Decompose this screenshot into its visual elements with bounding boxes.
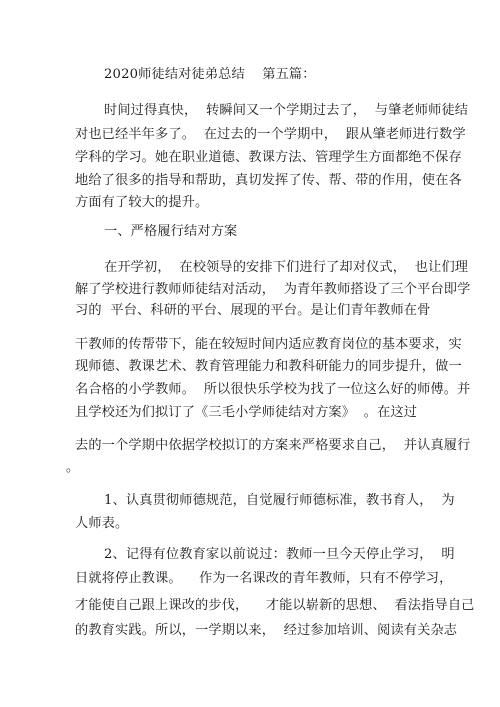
section-heading: 一、严格履行结对方案 xyxy=(104,224,238,239)
paragraph-line: 。 xyxy=(66,460,80,475)
paragraph-line: 现师德、教课艺术、教育管理能力和教科研能力的同步提升，做一 xyxy=(75,359,462,374)
paragraph-line: 方面有了较大的提升。 xyxy=(75,195,209,210)
list-item-line: 1、认真贯彻师德规范，自觉履行师德标准，教书育人， 为 xyxy=(104,493,455,508)
list-item-line: 人师表。 xyxy=(75,516,129,531)
document-title: 2020师徒结对徒弟总结 第五篇： xyxy=(104,67,316,82)
paragraph-line: 在开学初， 在校领导的安排下们进行了却对仪式， 也让们理 xyxy=(104,260,469,275)
list-item-line: 才能使自己跟上课改的步伐， 才能以崭新的思想、 看法指导自己 xyxy=(75,598,475,613)
paragraph-line: 去的一个学期中依据学校拟订的方案来严格要求自己， 并认真履行 xyxy=(75,438,471,453)
paragraph-line: 名合格的小学教师。 所以很快乐学校为找了一位这么好的师傅。并 xyxy=(75,382,471,397)
paragraph-line: 地给了很多的指导和帮助，真切发挥了传、帮、带的作用，使在各 xyxy=(75,173,462,188)
list-item-line: 2、记得有位教育家以前说过：教师一旦今天停止学习， 明 xyxy=(104,547,455,562)
paragraph-line: 对也已经半年多了。 在过去的一个学期中， 跟从肇老师进行数学 xyxy=(75,127,466,142)
paragraph-line: 习的 平台、科研的平台、展现的平台。是让们青年教师在骨 xyxy=(75,303,431,318)
list-item-line: 日就将停止教课。 作为一名课改的青年教师，只有不停学习， xyxy=(75,571,453,586)
paragraph-line: 时间过得真快， 转瞬间又一个学期过去了， 与肇老师师徒结 xyxy=(104,103,469,118)
paragraph-line: 且学校还为们拟订了《三毛小学师徒结对方案》 。在这过 xyxy=(75,405,418,420)
list-item-line: 的教育实践。所以，一学期以来， 经过参加培训、阅读有关杂志 xyxy=(75,623,458,638)
paragraph-line: 解了学校进行教师师徒结对活动， 为青年教师搭设了三个平台即学 xyxy=(75,282,471,297)
paragraph-line: 学科的学习。她在职业道德、教课方法、管理学生方面都绝不保存 xyxy=(75,150,462,165)
paragraph-line: 干教师的传帮带下，能在较短时间内适应教育岗位的基本要求，实 xyxy=(75,337,462,352)
